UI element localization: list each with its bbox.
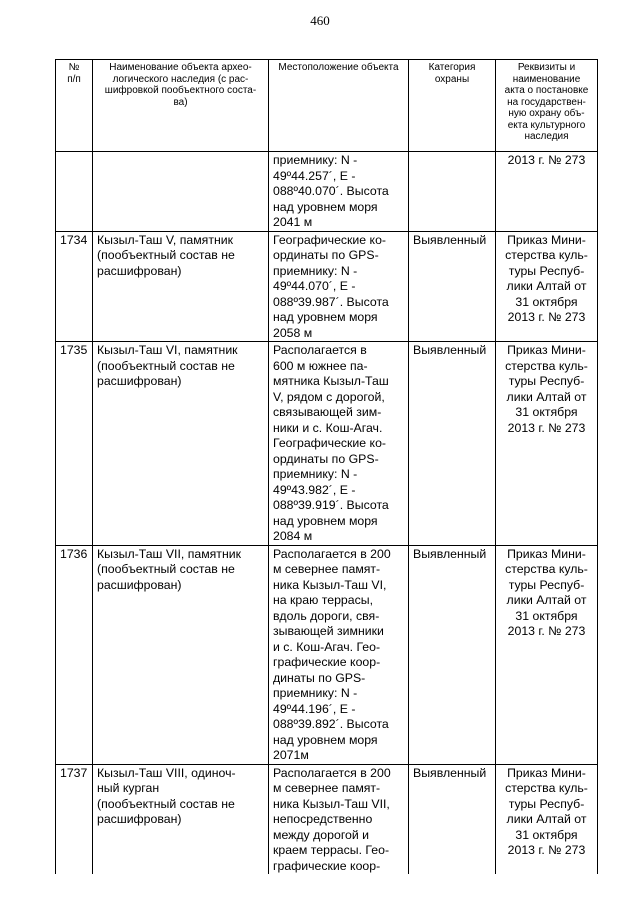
act-cell: Приказ Мини- стерства куль- туры Респуб- лики Алтай от 31 октября 2013 г. № 273 bbox=[496, 342, 598, 546]
page-number: 460 bbox=[310, 13, 330, 28]
category-cell: Выявленный bbox=[409, 545, 496, 764]
category-cell bbox=[409, 152, 496, 232]
object-name-cell: Кызыл-Таш VII, памятник (пообъектный состав не расшифрован) bbox=[93, 545, 269, 764]
heritage-registry-table bbox=[55, 59, 598, 874]
act-cell: Приказ Мини- стерства куль- туры Респуб- лики Алтай от 31 октября 2013 г. № 273 bbox=[496, 231, 598, 342]
header-object-name: Наименование объекта архео- логического наследия (с рас- шифровкой пообъектного соста- ва) bbox=[93, 60, 269, 152]
row-number bbox=[56, 152, 93, 232]
act-cell: Приказ Мини- стерства куль- туры Респуб- лики Алтай от 31 октября 2013 г. № 273 bbox=[496, 545, 598, 764]
row-number: 1734 bbox=[56, 231, 93, 342]
act-cell: Приказ Мини- стерства куль- туры Респуб- лики Алтай от 31 октября 2013 г. № 273 bbox=[496, 764, 598, 874]
table-row bbox=[56, 545, 598, 764]
location-cell: Располагается в 200 м севернее памят- ника Кызыл-Таш VII, непосредственно между дорогой и краем террасы. Гео- графические коор- bbox=[269, 764, 409, 874]
location-cell: Географические ко- ординаты по GPS- приемнику: N - 49º44.070´, E - 088º39.987´. Высота над уровнем моря 2058 м bbox=[269, 231, 409, 342]
header-number: № п/п bbox=[56, 60, 93, 152]
table-row bbox=[56, 231, 598, 342]
location-cell: приемнику: N - 49º44.257´, E - 088º40.070´. Высота над уровнем моря 2041 м bbox=[269, 152, 409, 232]
object-name-cell: Кызыл-Таш VIII, одиноч- ный курган (пообъектный состав не расшифрован) bbox=[93, 764, 269, 874]
row-number: 1735 bbox=[56, 342, 93, 546]
object-name-cell bbox=[93, 152, 269, 232]
category-cell: Выявленный bbox=[409, 764, 496, 874]
table-row bbox=[56, 764, 598, 874]
category-cell: Выявленный bbox=[409, 342, 496, 546]
category-cell: Выявленный bbox=[409, 231, 496, 342]
location-cell: Располагается в 600 м южнее па- мятника Кызыл-Таш V, рядом с дорогой, связывающей зим- ники и с. Кош-Агач. Географические ко- ординаты по GPS- приемнику: N - 49º43.982´, E - 088º39.919´. Высота над уровнем моря 2084 м bbox=[269, 342, 409, 546]
location-cell: Располагается в 200 м севернее памят- ника Кызыл-Таш VI, на краю террасы, вдоль дороги, свя- зывающей зимники и с. Кош-Агач. Гео- графические коор- динаты по GPS- приемнику: N - 49º44.196´, E - 088º39.892´. Высота над уровнем моря 2071м bbox=[269, 545, 409, 764]
table-row bbox=[56, 152, 598, 232]
table-header-row bbox=[56, 60, 598, 152]
header-act-details: Реквизиты и наименование акта о постановке на государствен- ную охрану объ- екта культурного наследия bbox=[496, 60, 598, 152]
row-number: 1737 bbox=[56, 764, 93, 874]
act-cell: 2013 г. № 273 bbox=[496, 152, 598, 232]
header-protection-category: Категория охраны bbox=[409, 60, 496, 152]
table-row bbox=[56, 342, 598, 546]
object-name-cell: Кызыл-Таш VI, памятник (пообъектный состав не расшифрован) bbox=[93, 342, 269, 546]
object-name-cell: Кызыл-Таш V, памятник (пообъектный состав не расшифрован) bbox=[93, 231, 269, 342]
row-number: 1736 bbox=[56, 545, 93, 764]
header-location: Местоположение объекта bbox=[269, 60, 409, 152]
